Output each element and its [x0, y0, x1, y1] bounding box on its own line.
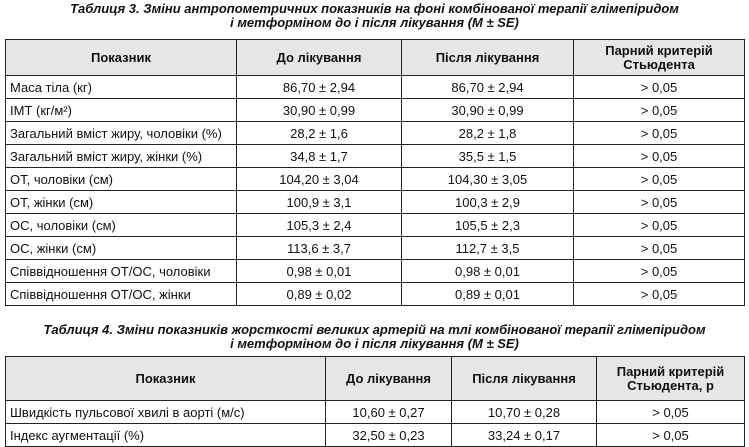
row-before: 86,70 ± 2,94 [237, 76, 402, 99]
row-after: 28,2 ± 1,8 [402, 122, 574, 145]
row-indicator: Співвідношення ОТ/ОС, жінки [6, 283, 237, 306]
table4-caption [0, 323, 749, 351]
row-p: > 0,05 [574, 237, 745, 260]
row-p: > 0,05 [597, 424, 745, 447]
row-p: > 0,05 [574, 191, 745, 214]
table3-header-test-line2: Стьюдента [623, 56, 695, 72]
table3-header-test-line1: Парний критерій [605, 42, 713, 58]
table4-header-before: До лікування [326, 357, 452, 401]
table3-header-before: До лікування [237, 40, 402, 76]
table-row [6, 145, 745, 168]
row-indicator: Індекс аугментації (%) [6, 424, 326, 447]
row-before: 105,3 ± 2,4 [237, 214, 402, 237]
row-after: 105,5 ± 2,3 [402, 214, 574, 237]
table-row [6, 168, 745, 191]
table4-caption-line1: Таблиця 4. Зміни показників жорсткості великих артерій на тлі комбінованої терапії глімепіридом [43, 322, 706, 337]
table-row [6, 122, 745, 145]
table4-header-test-line2: Стьюдента, p [627, 377, 714, 393]
row-indicator: Швидкість пульсової хвилі в аорті (м/с) [6, 401, 326, 424]
row-before: 34,8 ± 1,7 [237, 145, 402, 168]
row-indicator: ОТ, чоловіки (см) [6, 168, 237, 191]
row-indicator: Загальний вміст жиру, жінки (%) [6, 145, 237, 168]
table4-header-indicator: Показник [6, 357, 326, 401]
row-indicator: Співвідношення ОТ/ОС, чоловіки [6, 260, 237, 283]
row-before: 28,2 ± 1,6 [237, 122, 402, 145]
row-after: 100,3 ± 2,9 [402, 191, 574, 214]
table3 [5, 39, 745, 306]
row-indicator: Загальний вміст жиру, чоловіки (%) [6, 122, 237, 145]
row-before: 113,6 ± 3,7 [237, 237, 402, 260]
row-indicator: ІМТ (кг/м²) [6, 99, 237, 122]
row-before: 0,98 ± 0,01 [237, 260, 402, 283]
row-p: > 0,05 [574, 145, 745, 168]
row-after: 33,24 ± 0,17 [452, 424, 597, 447]
row-indicator: Маса тіла (кг) [6, 76, 237, 99]
table-row [6, 424, 745, 447]
table4 [5, 356, 745, 447]
row-after: 10,70 ± 0,28 [452, 401, 597, 424]
row-after: 86,70 ± 2,94 [402, 76, 574, 99]
table3-header-row [6, 40, 745, 76]
row-p: > 0,05 [574, 99, 745, 122]
row-p: > 0,05 [597, 401, 745, 424]
row-after: 0,98 ± 0,01 [402, 260, 574, 283]
row-p: > 0,05 [574, 76, 745, 99]
table3-caption-line1: Таблиця 3. Зміни антропометричних показників на фоні комбінованої терапії глімепіридом [70, 1, 679, 16]
table3-caption-line2: і метформіном до і після лікування (M ± SE) [230, 15, 519, 30]
table-row [6, 76, 745, 99]
table4-header-test-line1: Парний критерій [616, 363, 725, 379]
table-row [6, 214, 745, 237]
row-before: 30,90 ± 0,99 [237, 99, 402, 122]
row-after: 0,89 ± 0,01 [402, 283, 574, 306]
table-row [6, 237, 745, 260]
row-after: 104,30 ± 3,05 [402, 168, 574, 191]
row-before: 0,89 ± 0,02 [237, 283, 402, 306]
table-row [6, 191, 745, 214]
row-p: > 0,05 [574, 168, 745, 191]
row-after: 35,5 ± 1,5 [402, 145, 574, 168]
table3-header-test [574, 40, 745, 76]
row-p: > 0,05 [574, 214, 745, 237]
table3-header-after: Після лікування [402, 40, 574, 76]
table-row [6, 283, 745, 306]
table4-header-test [597, 357, 745, 401]
row-before: 100,9 ± 3,1 [237, 191, 402, 214]
table3-caption [0, 2, 749, 30]
table-row [6, 99, 745, 122]
table4-header-after: Після лікування [452, 357, 597, 401]
row-before: 32,50 ± 0,23 [326, 424, 452, 447]
row-indicator: ОС, чоловіки (см) [6, 214, 237, 237]
table4-caption-line2: і метформіном до і після лікування (M ± SE) [230, 336, 519, 351]
table-row [6, 401, 745, 424]
row-p: > 0,05 [574, 283, 745, 306]
row-before: 10,60 ± 0,27 [326, 401, 452, 424]
row-before: 104,20 ± 3,04 [237, 168, 402, 191]
table-row [6, 260, 745, 283]
row-indicator: ОС, жінки (см) [6, 237, 237, 260]
row-p: > 0,05 [574, 122, 745, 145]
table3-header-indicator: Показник [6, 40, 237, 76]
row-indicator: ОТ, жінки (см) [6, 191, 237, 214]
table4-header-row [6, 357, 745, 401]
row-after: 30,90 ± 0,99 [402, 99, 574, 122]
row-p: > 0,05 [574, 260, 745, 283]
row-after: 112,7 ± 3,5 [402, 237, 574, 260]
